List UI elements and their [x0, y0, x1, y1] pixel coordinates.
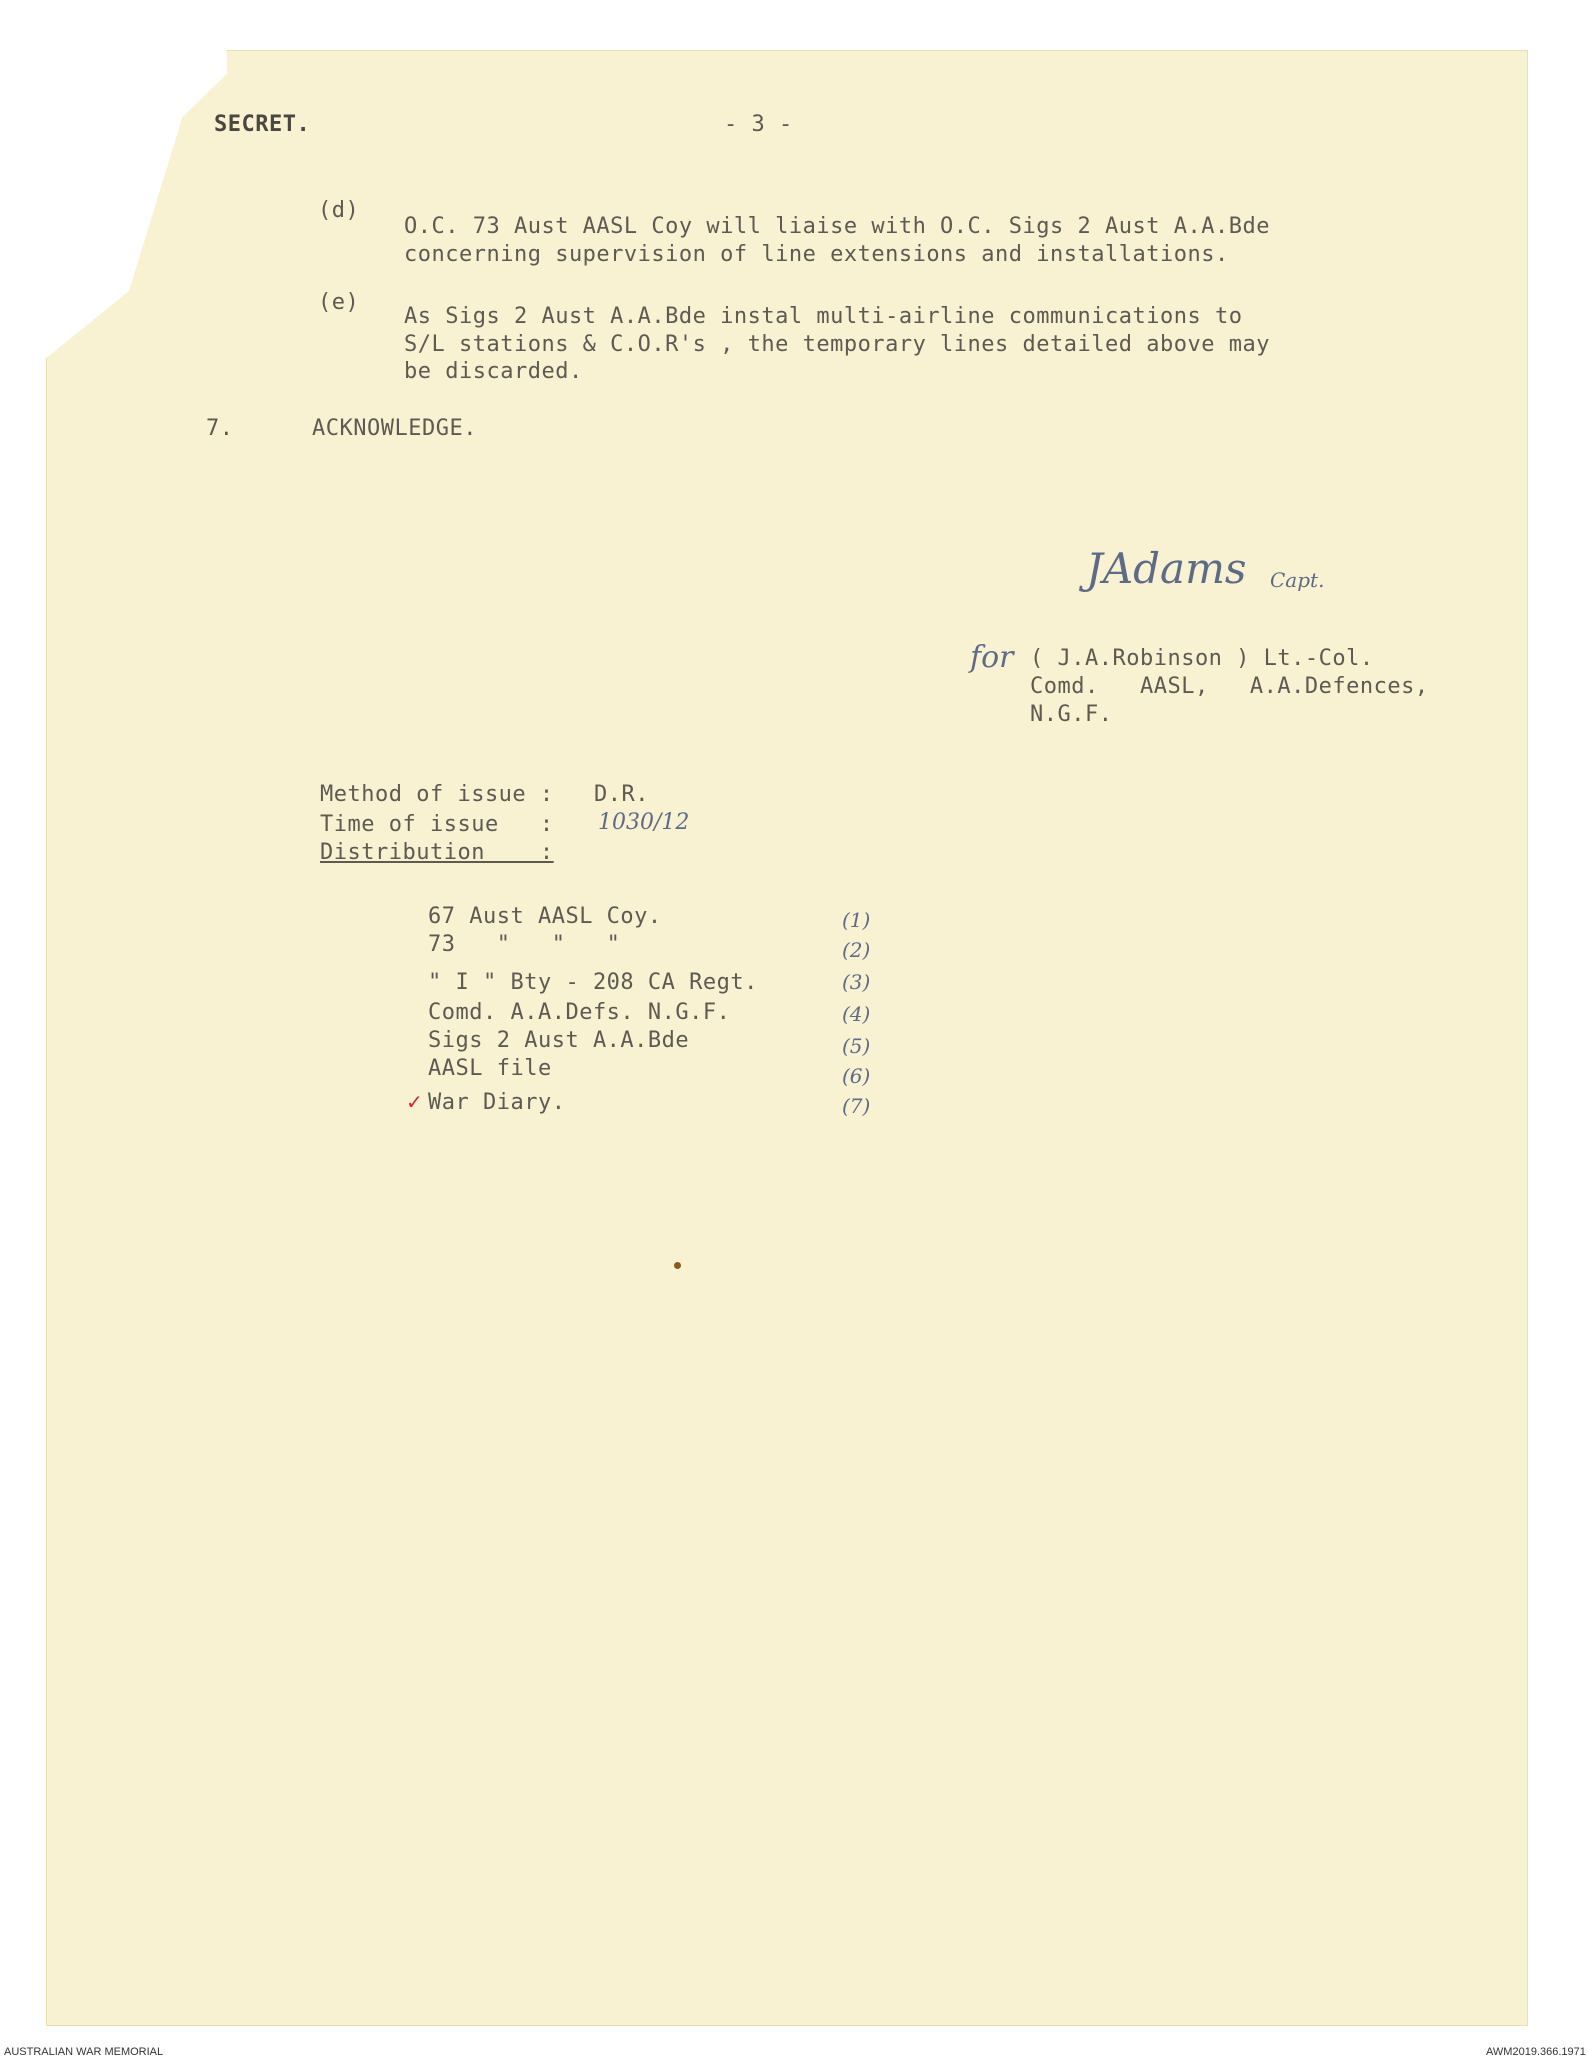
list-item: War Diary.: [428, 1090, 566, 1115]
list-item: AASL file: [428, 1056, 552, 1081]
item-line: S/L stations & C.O.R's , the temporary lines detailed above may: [404, 332, 1270, 357]
item-line: As Sigs 2 Aust A.A.Bde instal multi-airline communications to: [404, 304, 1243, 329]
handwritten-for: for: [970, 640, 1014, 675]
copy-number: (2): [842, 938, 871, 962]
list-item: 67 Aust AASL Coy.: [428, 904, 662, 929]
list-item: Comd. A.A.Defs. N.G.F.: [428, 1000, 731, 1025]
item-line: concerning supervision of line extensions and installations.: [404, 242, 1229, 267]
copy-number: (6): [842, 1064, 871, 1088]
copy-number: (3): [842, 970, 871, 994]
page-number: - 3 -: [724, 112, 793, 137]
stain-mark: [674, 1262, 681, 1269]
item-line: O.C. 73 Aust AASL Coy will liaise with O.C. Sigs 2 Aust A.A.Bde: [404, 214, 1270, 239]
red-tick-icon: ✓: [406, 1090, 423, 1114]
footer-accession-number: AWM2019.366.1971: [1486, 2046, 1586, 2058]
copy-number: (4): [842, 1002, 871, 1026]
copy-number: (1): [842, 908, 871, 932]
handwritten-signature: JAdams: [1086, 544, 1247, 593]
signatory-line: N.G.F.: [1030, 702, 1113, 727]
acknowledge-text: ACKNOWLEDGE.: [312, 416, 477, 441]
time-of-issue-value: 1030/12: [598, 810, 690, 835]
handwritten-rank: Capt.: [1270, 568, 1325, 592]
list-item: 73 " " ": [428, 932, 621, 957]
list-item: " I " Bty - 208 CA Regt.: [428, 970, 758, 995]
signatory-line: Comd. AASL, A.A.Defences,: [1030, 674, 1429, 699]
time-of-issue-label: Time of issue :: [320, 812, 554, 837]
footer-source: AUSTRALIAN WAR MEMORIAL: [4, 2046, 164, 2058]
paragraph-number: 7.: [206, 416, 234, 441]
classification-label: SECRET.: [214, 112, 311, 137]
method-of-issue-value: D.R.: [594, 782, 649, 807]
item-line: be discarded.: [404, 359, 583, 384]
signatory-line: ( J.A.Robinson ) Lt.-Col.: [1030, 646, 1374, 671]
method-of-issue-label: Method of issue :: [320, 782, 554, 807]
copy-number: (5): [842, 1034, 871, 1058]
copy-number: (7): [842, 1094, 871, 1118]
list-item: Sigs 2 Aust A.A.Bde: [428, 1028, 690, 1053]
item-marker: (e): [318, 290, 360, 315]
item-marker: (d): [318, 198, 360, 223]
distribution-label: Distribution :: [320, 840, 554, 865]
